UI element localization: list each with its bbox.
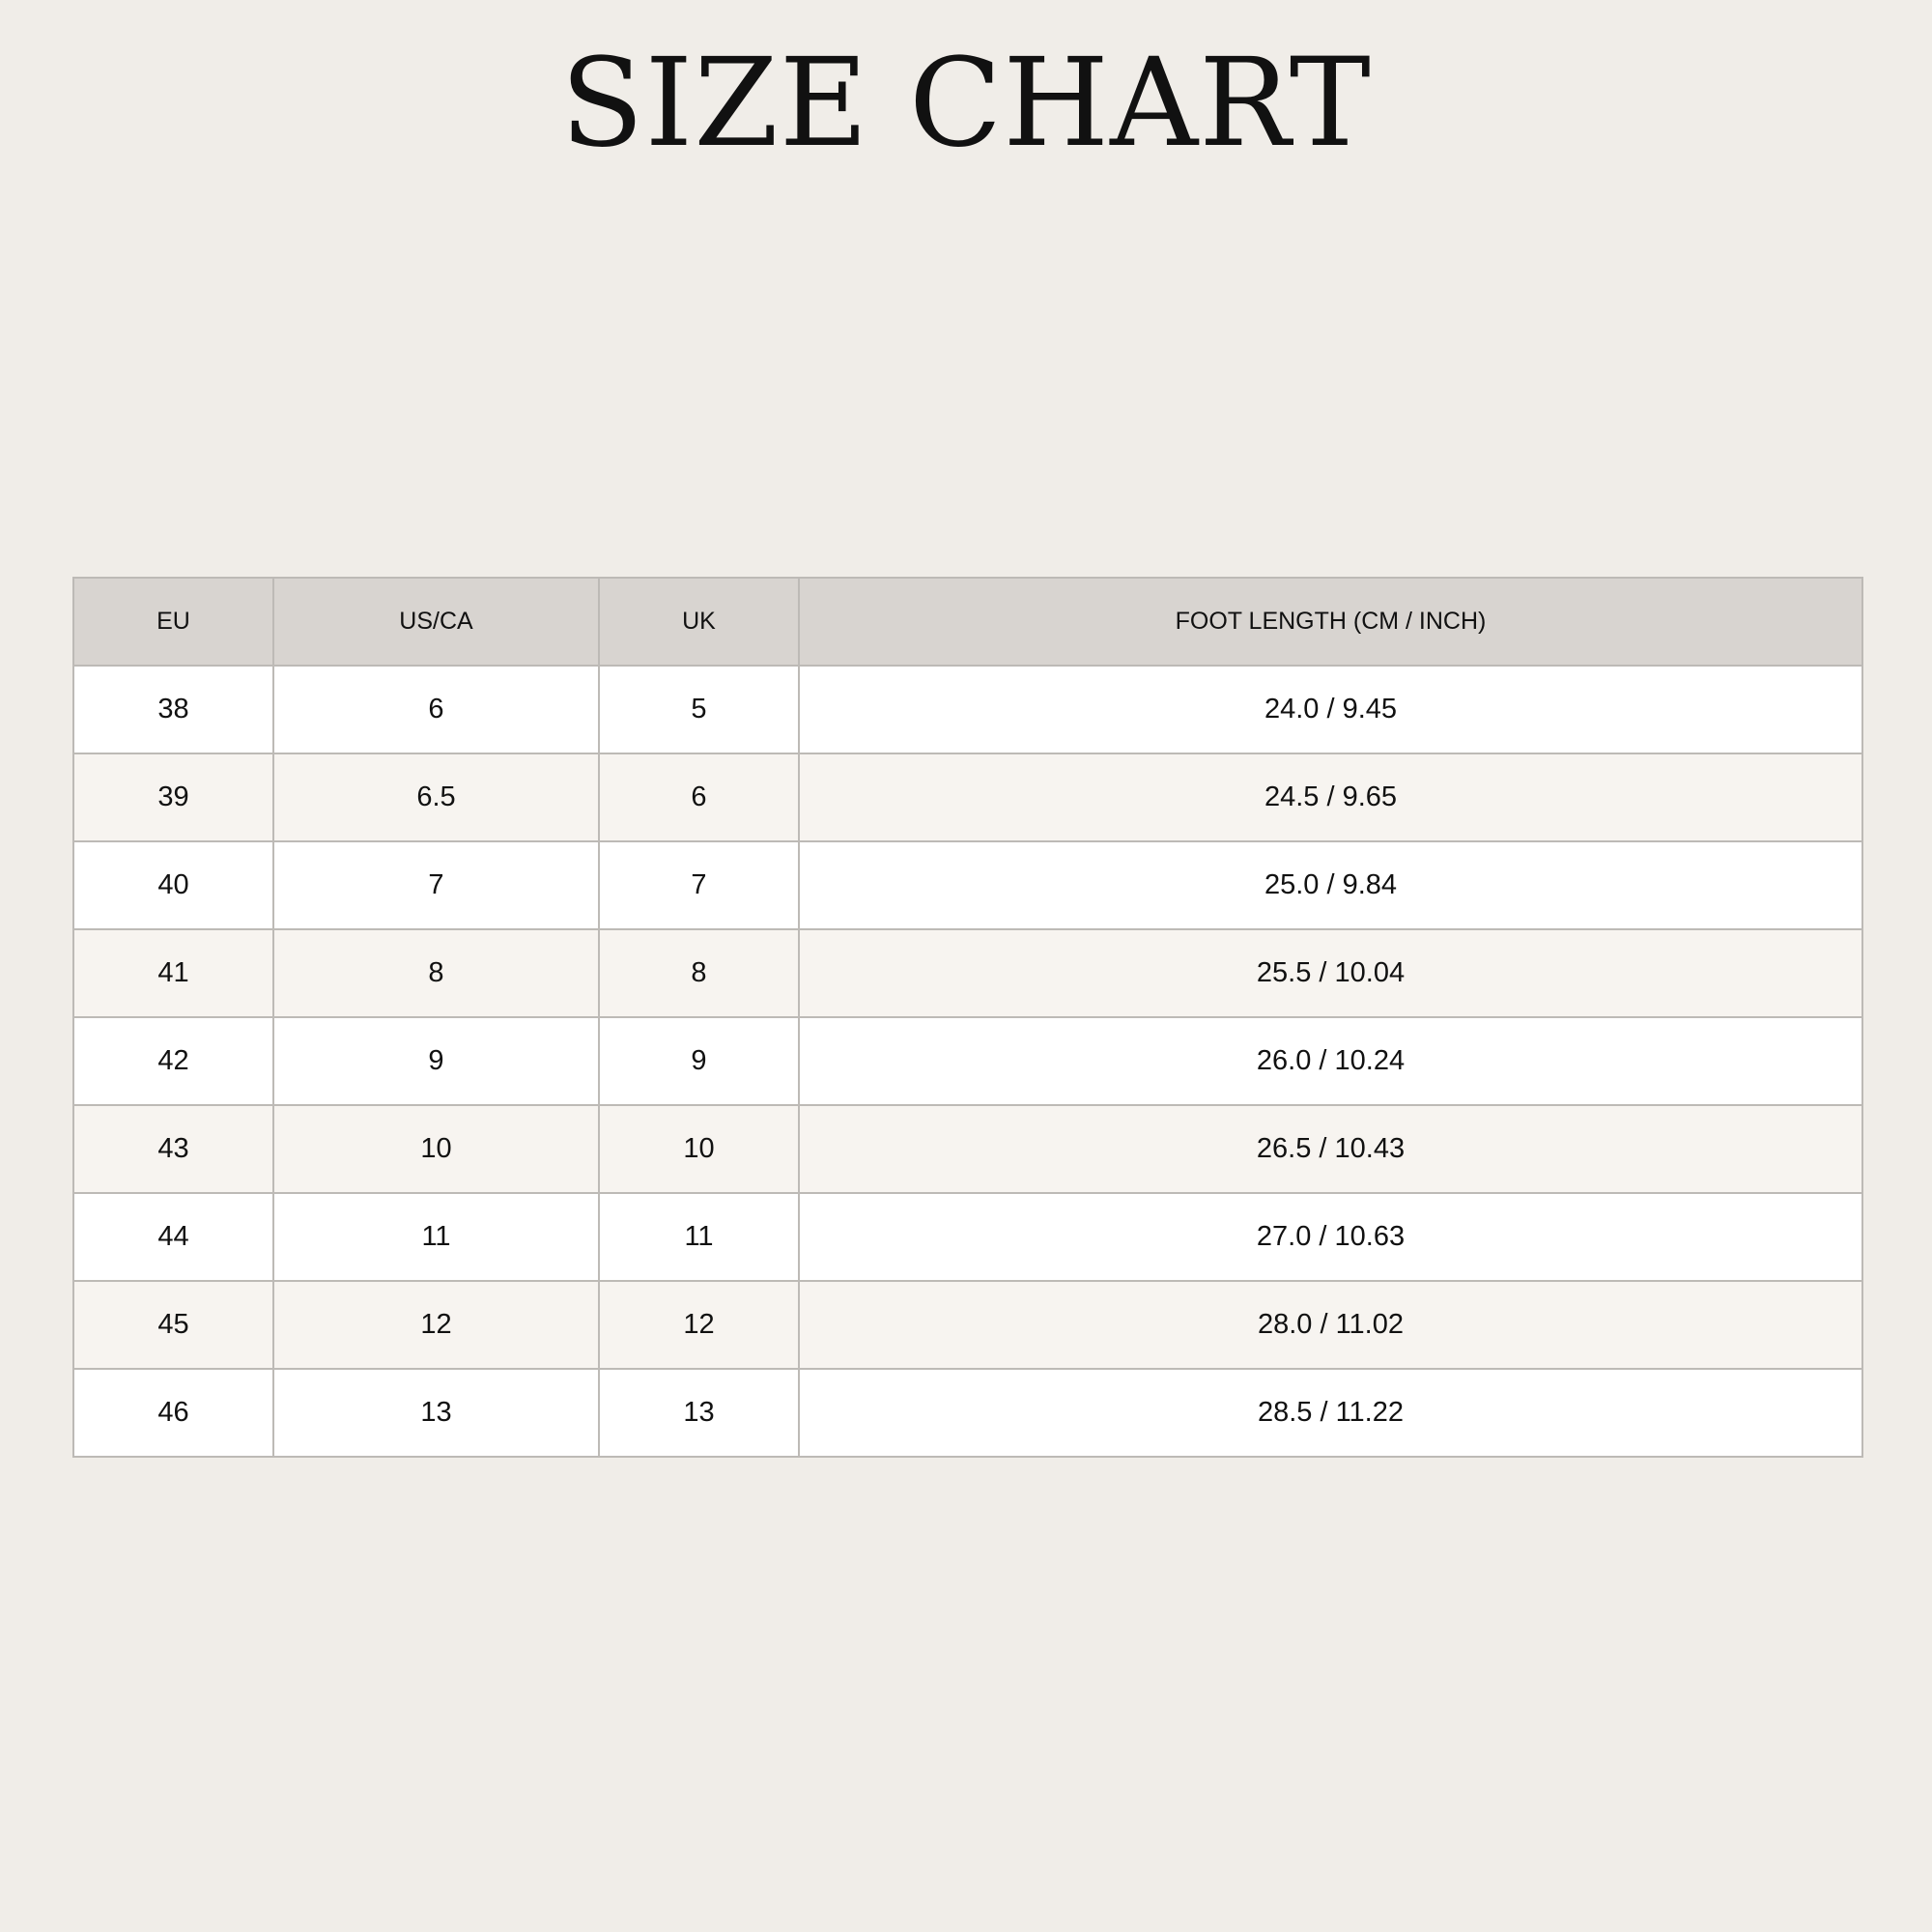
table-row	[73, 929, 1862, 1017]
table-body	[73, 666, 1862, 1457]
table-row	[73, 1281, 1862, 1369]
cell-us-ca: 9	[273, 1017, 599, 1105]
cell-uk: 6	[599, 753, 799, 841]
page-title: SIZE CHART	[560, 32, 1372, 174]
cell-foot-length: 25.5 / 10.04	[799, 929, 1862, 1017]
table-row	[73, 1105, 1862, 1193]
cell-uk: 12	[599, 1281, 799, 1369]
cell-us-ca: 10	[273, 1105, 599, 1193]
cell-foot-length: 26.0 / 10.24	[799, 1017, 1862, 1105]
header-row	[73, 578, 1862, 666]
table-row	[73, 841, 1862, 929]
header-uk: UK	[599, 578, 799, 666]
cell-uk: 5	[599, 666, 799, 753]
table-row	[73, 1017, 1862, 1105]
table-row	[73, 666, 1862, 753]
table-row	[73, 1369, 1862, 1457]
table-header	[73, 578, 1862, 666]
cell-eu: 46	[73, 1369, 273, 1457]
cell-us-ca: 6.5	[273, 753, 599, 841]
size-chart-table	[72, 577, 1863, 1458]
cell-foot-length: 26.5 / 10.43	[799, 1105, 1862, 1193]
cell-uk: 9	[599, 1017, 799, 1105]
cell-foot-length: 28.0 / 11.02	[799, 1281, 1862, 1369]
cell-uk: 8	[599, 929, 799, 1017]
cell-us-ca: 12	[273, 1281, 599, 1369]
cell-foot-length: 28.5 / 11.22	[799, 1369, 1862, 1457]
cell-us-ca: 11	[273, 1193, 599, 1281]
cell-eu: 40	[73, 841, 273, 929]
header-eu: EU	[73, 578, 273, 666]
cell-eu: 42	[73, 1017, 273, 1105]
cell-us-ca: 13	[273, 1369, 599, 1457]
table-row	[73, 753, 1862, 841]
cell-eu: 43	[73, 1105, 273, 1193]
cell-eu: 38	[73, 666, 273, 753]
cell-uk: 7	[599, 841, 799, 929]
header-foot-length: FOOT LENGTH (CM / INCH)	[799, 578, 1862, 666]
cell-foot-length: 24.5 / 9.65	[799, 753, 1862, 841]
cell-uk: 11	[599, 1193, 799, 1281]
cell-foot-length: 25.0 / 9.84	[799, 841, 1862, 929]
table-row	[73, 1193, 1862, 1281]
cell-eu: 44	[73, 1193, 273, 1281]
header-us-ca: US/CA	[273, 578, 599, 666]
cell-eu: 41	[73, 929, 273, 1017]
cell-foot-length: 24.0 / 9.45	[799, 666, 1862, 753]
cell-us-ca: 7	[273, 841, 599, 929]
cell-foot-length: 27.0 / 10.63	[799, 1193, 1862, 1281]
cell-uk: 13	[599, 1369, 799, 1457]
cell-us-ca: 6	[273, 666, 599, 753]
cell-eu: 45	[73, 1281, 273, 1369]
cell-us-ca: 8	[273, 929, 599, 1017]
cell-eu: 39	[73, 753, 273, 841]
cell-uk: 10	[599, 1105, 799, 1193]
